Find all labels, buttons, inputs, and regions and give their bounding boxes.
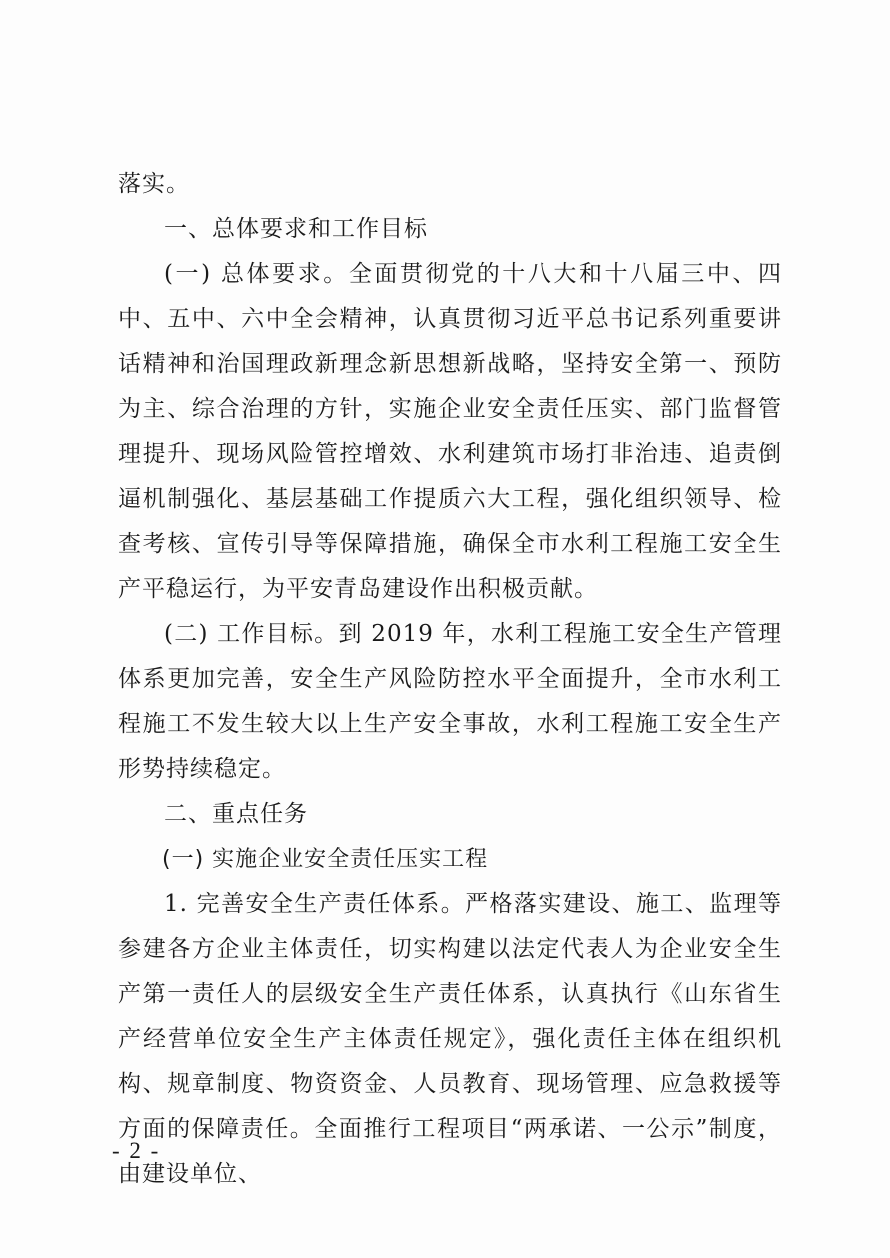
paragraph-item-1: 1. 完善安全生产责任体系。严格落实建设、施工、监理等参建各方企业主体责任，切实构建以法定代表人为企业安全生产第一责任人的层级安全生产责任体系，认真执行《山东省生产经营单位安全生产主体责任规定》，强化责任主体在组织机构、规章制度、物资资金、人员教育、现场管理、应急救援等方面的保障责任。全面推行工程项目“两承诺、一公示”制度，由建设单位、 — [118, 891, 782, 1187]
subsection-heading-enterprise-responsibility: (一) 实施企业安全责任压实工程 — [162, 847, 489, 872]
paragraph-work-goals: (二) 工作目标。到 2019 年，水利工程施工安全生产管理体系更加完善，安全生产风险防控水平全面提升，全市水利工程施工不发生较大以上生产安全事故，水利工程施工安全生产形势持续稳定。 — [118, 621, 782, 782]
continuation-text: 落实。 — [118, 171, 190, 197]
document-body — [118, 162, 782, 1197]
section-heading-overall: 一、总体要求和工作目标 — [164, 216, 428, 242]
paragraph-overall-requirements: (一) 总体要求。全面贯彻党的十八大和十八届三中、四中、五中、六中全会精神，认真贯彻习近平总书记系列重要讲话精神和治国理政新理念新思想新战略，坚持安全第一、预防为主、综合治理的方针，实施企业安全责任压实、部门监督管理提升、现场风险管控增效、水利建筑市场打非治违、追责倒逼机制强化、基层基础工作提质六大工程，强化组织领导、检查考核、宣传引导等保障措施，确保全市水利工程施工安全生产平稳运行，为平安青岛建设作出积极贡献。 — [118, 261, 782, 602]
page-number: - 2 - — [112, 1138, 161, 1163]
section-heading-key-tasks: 二、重点任务 — [164, 801, 308, 827]
